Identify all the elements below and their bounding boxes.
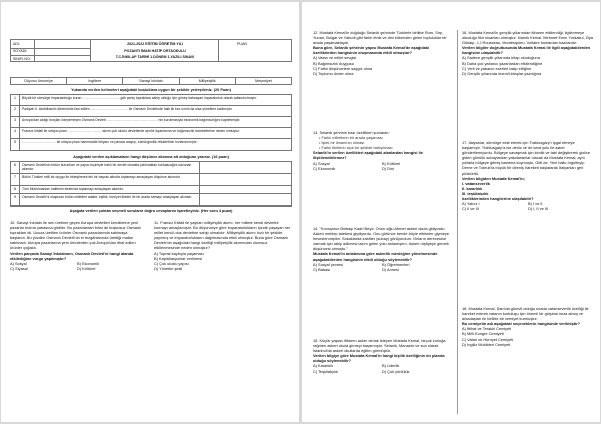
option-a[interactable]: A) İttihat ve Terakki Cemiyeti bbox=[462, 326, 512, 332]
option-d[interactable]: D) Yönetim şekli bbox=[154, 265, 183, 271]
question-prompt: Verilen bilgiden Mustafa Kemal'in; bbox=[462, 175, 525, 181]
option-a[interactable]: A) Vatan ve millet sevgisi bbox=[313, 55, 357, 61]
question-stem: 16. Mustafa Kemal'in gençlik yıllarından itibaren etkilendiği, ilgilenmeye okuduğu fikir insanları olmuştur. Namık Kemal, Mehmet Emin Yurdakul, Ziya Gökalp, J.J Rousseau, Montesquieu, Voltaire bunlardan bazılarıdır. bbox=[462, 30, 593, 46]
question-13 bbox=[313, 130, 451, 192]
fill-in-row: 5 ………………………… ile ortaya çıkan hammadde ihtiyacı ve pazara arayışı, sömürgecilik rekabetinin hızlandırmıştır. bbox=[11, 139, 291, 150]
exam-page-left bbox=[1, 2, 299, 422]
question-stem: 13. Selanik şehrinin bazı özellikleri şunlardır: bbox=[313, 130, 390, 135]
section-3-title: Aşağıda verilen çoktan seçmeli soruların doğru cevaplarını işaretleyiniz. (Her soru 4 puan) bbox=[69, 209, 233, 213]
question-prompt-2: özelliklerinden hangilerine ulaşılabilir? bbox=[462, 196, 534, 202]
option-a[interactable]: A) Yalnız I bbox=[462, 201, 480, 207]
option-c[interactable]: C) Vatan ve Hürriyet Cemiyeti bbox=[462, 336, 514, 342]
question-stem: 10. Sanayi İnkılabı ile seri üretime geçen Avrupa devletleri kendilerine yeni pazarlar bulma çabasına girdiler. Bu pazarlardan birisi de kuşkusuz Osmanlı toprakları idi. Ucuza üretilen ürünler Osmanlı pazarlarında satılmaya başlandı. Bu yüzden Osmanlı Devleti'nin el tezgâhlarında ürettiği mallar satılmadı. Avrupa pazarlarına yeni ürünlerden çok Avrupa'dan ithal edilen ürünler çoğaldı. bbox=[10, 220, 142, 251]
option-b[interactable]: B) Öğretmenleri bbox=[382, 261, 410, 267]
fill-in-row: 4 Fransız İhtilali ile ortaya çıkan ………………………… akımı çok uluslu devletlerde ayrılık isyanlarına ve bağımsızlık hareketlerine neden olmuştur. bbox=[11, 128, 291, 139]
question-stem: 11. Fransız İhtilali ile yayılan milliyetçilik akımı, her millete kendi devletini kurmayı amaçlamıştır. Bu düşünceye göre imparatorlukların içinde yaşayan her millet kendi ulus devletine sahip olmalıdır. Milliyetçilik akımı hızlı bir şekilde yayılmış ve imparatorlukların dağılmasında etkili olmuştur. Buna göre Osmanlı Devleti'nin aşağıdaki hangi özelliği milliyetçilik akımından olumsuz etkilenmesinde neden olmuştur? bbox=[154, 220, 291, 251]
bullet-item: • Farklı fikirlerin açık bir şekilde tartışılması bbox=[319, 145, 393, 151]
ideology-row: 7 Bütün Türkleri milli bir duygu ile birleştirerek tek bir bayrak altında toplamayı amaçlayan düşünce akımıdır. bbox=[11, 174, 291, 186]
statement-item: I. vatanseverlik bbox=[462, 180, 490, 186]
question-10 bbox=[10, 220, 144, 420]
answer-options bbox=[462, 201, 594, 211]
question-prompt: Mustafa Kemal'in anlatımına göre askerlik mesleğine yönelmesinde aşağıdakilerden hangisinin etkili olduğu söylenebilir? bbox=[313, 251, 438, 262]
option-c[interactable]: C) Ekonomik bbox=[313, 165, 336, 171]
word-bank bbox=[10, 77, 292, 85]
option-a[interactable]: A) Sosyal çevresi bbox=[313, 261, 344, 267]
fill-in-table bbox=[10, 94, 292, 151]
option-d[interactable]: D) Toplumu önder olma bbox=[313, 70, 354, 76]
ideology-row: 8 Tüm Müslümanları halifenin etrafında toplamayı amaçlayan akımdır. bbox=[11, 186, 291, 194]
question-prompt: Verilen bilgiye göre Mustafa Kemal'in hangi kişilik özelliğinin ön planda olduğu söylenebilir? bbox=[313, 353, 445, 364]
bullet-item: • Farklı milletlerin bir arada yaşaması bbox=[319, 135, 383, 141]
word-bank-item: Meşrutiyet bbox=[255, 79, 272, 83]
option-c[interactable]: C) Babası bbox=[313, 266, 331, 272]
option-b[interactable]: B) I ve II bbox=[528, 201, 543, 207]
option-a[interactable]: A) Kararlılık bbox=[313, 363, 334, 369]
option-d[interactable]: D) Dini bbox=[382, 165, 394, 171]
answer-options bbox=[154, 251, 292, 271]
section-1-title: Yukarıda verilen kelimeleri aşağıdaki boşluklara uygun bir şekilde yerleştiriniz. (20 Puan) bbox=[71, 88, 231, 92]
answer-options bbox=[10, 261, 144, 271]
question-12 bbox=[313, 30, 451, 130]
ideology-row: 9 Osmanlı Devleti'ni oluşturan bütün milletleri adalet, eşitlik, hürriyet ilkeleri ile bir arada tutmayı amaçlayan akımdır. bbox=[11, 194, 291, 206]
answer-options bbox=[313, 161, 451, 171]
exam-name: T.C.İNKILAP TARİHİ 1.DÖNEM 1.YAZILI SINAVI bbox=[115, 55, 195, 59]
option-b[interactable]: B) Ekonomik bbox=[77, 260, 100, 266]
question-11 bbox=[154, 220, 292, 420]
option-b[interactable]: B) Kültürel bbox=[382, 160, 401, 166]
option-b[interactable]: B) Daha çok yabancı yazarlardan etkilendiğine bbox=[462, 60, 543, 66]
question-prompt: Buna göre, Selanik şehrinin yapısı Mustafa Kemal'de aşağıdaki özelliklerden hangisinin oluşmasında etkili olmuştur? bbox=[313, 45, 430, 56]
question-prompt: Selanik'in verilen özellikleri aşağıdaki alanlardan hangisi ile ilişkilendirilemez? bbox=[313, 150, 423, 161]
question-stem: 18. Mustafa Kemal, Şam'da görevli olduğu sırada vatanseverlik özelliği ile hareket ederek vatanın kurtuluşu için önemli bir girişime imza atmış ve arkadaşları ile birlikte bir cemiyet kurmuştur. bbox=[462, 306, 589, 322]
score-label: PUAN bbox=[237, 41, 247, 46]
question-15 bbox=[313, 338, 451, 420]
word-bank-item: Milliyetçilik bbox=[180, 78, 236, 84]
option-d[interactable]: D) Kültürel bbox=[77, 265, 96, 271]
statement-item: III. teşkilatçılık bbox=[462, 190, 489, 196]
question-stem: 15. Küçük yaştan itibaren asker olmak isteyen Mustafa Kemal, birçok zorluğa rağmen askeri okula girmeyi başarmıştır. Selanik, Manastır ve son olarak İstanbul'da askeri okullarda eğitim görmüştür. bbox=[313, 338, 446, 354]
student-info-header bbox=[10, 39, 292, 62]
question-17 bbox=[462, 140, 594, 270]
fill-in-row: 2 Padişah II. Abdülhamit döneminde ilan edilen …………………………… ile Osmanlı Devletinde halk ilk kez sınırlı da olsa yönetime katılmıştır. bbox=[11, 106, 291, 117]
option-a[interactable]: A) Toprak kaybıyla yaşaması bbox=[154, 250, 204, 256]
option-d[interactable]: D) İngiliz Muhibleri Cemiyeti bbox=[462, 341, 511, 347]
option-d[interactable]: D) Çok yönlülük bbox=[382, 368, 410, 374]
option-b[interactable]: B) Millî Kongre Cemiyeti bbox=[462, 331, 504, 337]
answer-options bbox=[313, 363, 451, 373]
question-prompt: Bu cemiyetin adı aşağıdaki seçeneklerin hangisinde verilmiştir? bbox=[462, 321, 581, 327]
option-c[interactable]: C) Çok uluslu yapısı bbox=[154, 260, 189, 266]
exam-page-right bbox=[302, 2, 600, 422]
ideology-row: 6 Osmanlı Devletinin bütün kurumları ve yapısı biçimiyle batılı bir devlet olmakla yıkılmaktan kurtulacağını savunan akımdır. bbox=[11, 162, 291, 174]
question-16 bbox=[462, 30, 594, 126]
name-label: ADI: bbox=[13, 41, 20, 46]
school-year: 2021-2022 EĞİTİM ÖĞRETİM YILI bbox=[127, 42, 183, 46]
question-18 bbox=[462, 306, 594, 420]
option-b[interactable]: B) Liderlik bbox=[382, 363, 400, 369]
option-d[interactable]: D) Gençlik yıllarında önemli kitaplar yazdığına bbox=[462, 70, 542, 76]
option-c[interactable]: C) Siyasal bbox=[10, 265, 28, 271]
option-d[interactable]: D) I, II ve III bbox=[528, 206, 549, 212]
option-a[interactable]: A) Sosyal bbox=[313, 160, 330, 166]
word-bank-item: İngiltere bbox=[67, 78, 123, 84]
question-prompt: Verilen parçada Sanayi İnkılabının, Osmanlı Devleti'ni hangi alanda etkilediğine vurgu yapılmıştır? bbox=[10, 250, 134, 261]
question-stem: 17. İtalyanlar, sömürge elde etmek için Trablusgarp'ı işgal etmeye başlamıştı. Trablusgarp'a ise deniz ve de kara yolu ile asker gönderilemiyordu. Bölgeye savaşmak için kimlik ve tabi değiştirerek gizlice giden gönüllü subaylardan yakalananlar olacak da Mustafa Kemal, aynı yollarla bölgeye gitmiş katarma koymuştu. Gitti de, Yeni halkı örgütleyip Derne ve Tobruk'ta büyük bir direniş hareketi başlatarak İtalyanları geri püskürttü. bbox=[462, 140, 591, 176]
fill-in-row: 3 Avrupa'dan aldığı borçları ödeyemeyen Osmanlı Devleti ……………………………………… nin kurulmasıyla ekonomik bağımsızlığını kaybetmiştir. bbox=[11, 117, 291, 128]
question-14 bbox=[313, 226, 451, 314]
option-c[interactable]: C) Teşkilatçılık bbox=[313, 368, 339, 374]
option-c[interactable]: C) Yerli ve yabancı eserleri takip ettiğine bbox=[462, 65, 532, 71]
question-stem: 12. Mustafa Kemal'in doğduğu Selanik şehrinde Türklerle birlikte Rum, Sırp, Yunan, Bulgar ve Yahudi gibi farklı etnik ve dini kökenden gelen topluluklar bir arada yaşamaktaydı. bbox=[313, 30, 447, 46]
option-a[interactable]: A) Sosyal bbox=[10, 260, 27, 266]
question-prompt: Verilen bilgiler doğrultusunda Mustafa Kemal ile ilgili aşağıdakilerden hangisine ulaşılabilir? bbox=[462, 45, 591, 56]
statement-item: II. kararlılık bbox=[462, 185, 483, 191]
bullet-item: • İşlek bir limanının olması bbox=[319, 140, 365, 146]
school-name: POZANTI İMAM HATİP ORTAOKULU bbox=[124, 48, 186, 53]
option-c[interactable]: C) II ve III bbox=[462, 206, 479, 212]
answer-options bbox=[313, 262, 451, 272]
option-c[interactable]: C) Farklı düşüncelere saygılı olma bbox=[313, 65, 373, 71]
option-b[interactable]: B) Bağımsızlık duygusu bbox=[313, 60, 354, 66]
word-bank-item: Düyunu Umumiye bbox=[11, 78, 67, 84]
option-a[interactable]: A) Sadece gençlik yıllarında kitap okuduğuna bbox=[462, 55, 540, 61]
option-b[interactable]: B) Kapitülasyonlar verilmesi bbox=[154, 255, 203, 261]
bullet-list bbox=[313, 135, 451, 150]
question-stem: 14. "Konuşmuz Binbaşı Kadri Beyd. Onun oğlu Ahmet askeri okula gidiyordu. Askeri mektep talebesi giydiyordu. Onu görünce bende böyle elbiseler giymeye heveslenmiştim. Sokaklarda zabitler (subay) görüyordum. Onların derecesine varmak için takip adilmesi lazım gelen yolu anlamıştım. Askeri rüştiyeye girmek düşüncesi olmuştu." bbox=[313, 226, 450, 252]
option-d[interactable]: D) Annesi bbox=[382, 266, 399, 272]
word-bank-item: Sanayi İnkılabı bbox=[123, 78, 179, 84]
surname-label: SOYADI: bbox=[13, 49, 28, 53]
section-2-title: Aşağıdaki verilen açıklamaların hangi düşünce akımına ait olduğunu yazınız. (16 puan) bbox=[73, 155, 229, 159]
ideology-table bbox=[10, 161, 292, 207]
class-number-label: SINIFI-NO: bbox=[13, 56, 31, 61]
fill-in-row: 1 Böyük bir sömürge imparatorluğu kuran …………………………… gök şeniş topraklara sahip olduğu için güneş batmayan imparatorluk olarak adlandırılmıştır. bbox=[11, 95, 291, 106]
